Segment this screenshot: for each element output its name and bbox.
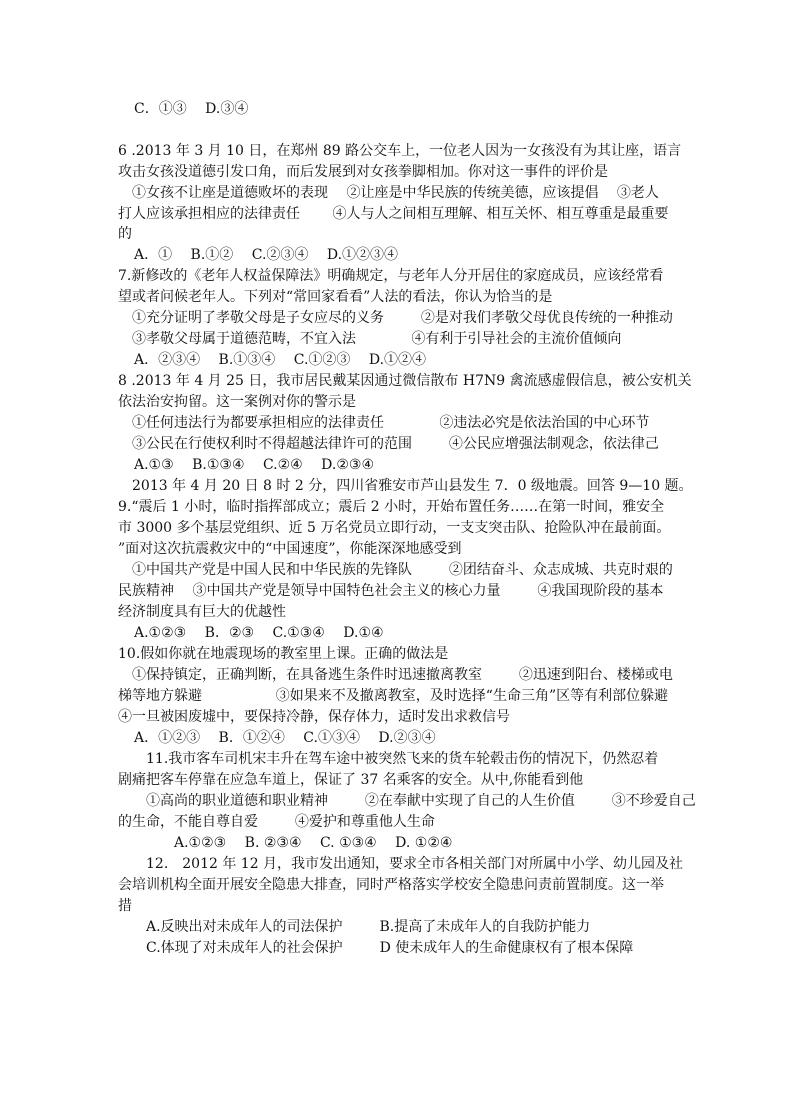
- q11-stem-line2: 剧痛把客车停靠在应急车道上，保证了 37 名乘客的安全。从中,你能看到他: [118, 772, 584, 788]
- q5-options: C．①③ D.③④: [134, 101, 249, 117]
- q6-options: A．① B.①② C.②③④ D.①②③④: [134, 247, 399, 263]
- q9-stem-line1: 9.“震后 1 小时，临时指挥部成立；震后 2 小时，开始布置任务……在第一时间，雅安全: [118, 499, 665, 515]
- q11-options: A.①②③ B. ②③④ C. ①③④ D. ①②④: [174, 835, 453, 851]
- q9-statements-line1: ①中国共产党是中国人民和中华民族的先锋队 ②团结奋斗、众志成城、共克时艰的: [132, 562, 673, 578]
- q9-options: A.①②③ B．②③ C.①③④ D.①④: [134, 625, 384, 641]
- q11-stem-line1: 11.我市客车司机宋丰升在驾车途中被突然飞来的货车轮毂击伤的情况下，仍然忍着: [146, 751, 659, 767]
- q7-stem-line1: 7.新修改的《老年人权益保障法》明确规定，与老年人分开居住的家庭成员，应该经常看: [118, 268, 664, 284]
- q12-options-line2: C.体现了对未成年人的社会保护 D 使未成年人的生命健康权有了根本保障: [146, 940, 634, 956]
- q9-statements-line2: 民族精神 ③中国共产党是领导中国特色社会主义的核心力量 ④我国现阶段的基本: [118, 583, 664, 599]
- q9-statements-line3: 经济制度具有巨大的优越性: [118, 604, 286, 620]
- q12-stem-line1: 12. 2012 年 12 月，我市发出通知，要求全市各相关部门对所属中小学、幼儿园及社: [146, 856, 684, 872]
- q7-options: A．②③④ B.①③④ C.①②③ D.①②④: [134, 352, 427, 368]
- q9-10-intro: 2013 年 4 月 20 日 8 时 2 分，四川省雅安市芦山县发生 7．0 级地震。回答 9—10 题。: [132, 478, 693, 494]
- q6-statements-line3: 的: [118, 226, 132, 242]
- q8-statements-line2: ③公民在行使权利时不得超越法律许可的范围 ④公民应增强法制观念，依法律己: [132, 436, 659, 452]
- q8-stem-line2: 依法治安拘留。这一案例对你的警示是: [118, 394, 356, 410]
- q8-options: A.①③ B.①③④ C.②④ D.②③④: [134, 457, 374, 473]
- q9-stem-line3: ”面对这次抗震救灾中的“中国速度”，你能深深地感受到: [118, 541, 462, 557]
- q9-stem-line2: 市 3000 多个基层党组织、近 5 万名党员立即行动，一支支突击队、抢险队冲在最前面。: [118, 520, 671, 536]
- q10-options: A．①②③ B．①②④ C.①③④ D.②③④: [134, 730, 436, 746]
- q11-statements-line1: ①高尚的职业道德和职业精神 ②在奉献中实现了自己的人生价值 ③不珍爱自己: [146, 793, 696, 809]
- q12-stem-line3: 措: [118, 898, 132, 914]
- q11-statements-line2: 的生命，不能自尊自爱 ④爱护和尊重他人生命: [118, 814, 435, 830]
- q8-stem-line1: 8 .2013 年 4 月 25 日，我市居民戴某因通过微信散布 H7N9 禽流感虚假信息，被公安机关: [118, 373, 692, 389]
- q6-statements-line2: 打人应该承担相应的法律责任 ④人与人之间相互理解、相互关怀、相互尊重是最重要: [118, 206, 669, 222]
- q7-stem-line2: 望或者问候老年人。下列对“常回家看看”人法的看法，你认为恰当的是: [118, 289, 553, 305]
- q10-statements-line2: 梯等地方躲避 ③如果来不及撤离教室，及时选择“生命三角”区等有利部位躲避: [118, 688, 669, 704]
- q7-statements-line2: ③孝敬父母属于道德范畴，不宜入法 ④有利于引导社会的主流价值倾向: [132, 331, 622, 347]
- q10-stem: 10.假如你就在地震现场的教室里上课。正确的做法是: [118, 646, 449, 662]
- q6-stem-line2: 攻击女孩没道德引发口角，而后发展到对女孩拳脚相加。你对这一事件的评价是: [118, 164, 608, 180]
- q10-statements-line3: ④一旦被困废墟中，要保持冷静，保存体力，适时发出求救信号: [118, 709, 510, 725]
- q12-options-line1: A.反映出对未成年人的司法保护 B.提高了未成年人的自我防护能力: [146, 919, 591, 935]
- q10-statements-line1: ①保持镇定，正确判断，在具备逃生条件时迅速撤离教室 ②迅速到阳台、楼梯或电: [132, 667, 673, 683]
- q7-statements-line1: ①充分证明了孝敬父母是子女应尽的义务 ②是对我们孝敬父母优良传统的一种推动: [132, 310, 673, 326]
- q6-stem-line1: 6 .2013 年 3 月 10 日，在郑州 89 路公交车上，一位老人因为一女孩没有为其让座，语言: [118, 143, 682, 159]
- q6-statements-line1: ①女孩不让座是道德败坏的表现 ②让座是中华民族的传统美德，应该提倡 ③老人: [132, 185, 659, 201]
- q8-statements-line1: ①任何违法行为都要承担相应的法律责任 ②违法必究是依法治国的中心环节: [132, 415, 650, 431]
- q12-stem-line2: 会培训机构全面开展安全隐患大排查，同时严格落实学校安全隐患问责前置制度。这一举: [118, 877, 664, 893]
